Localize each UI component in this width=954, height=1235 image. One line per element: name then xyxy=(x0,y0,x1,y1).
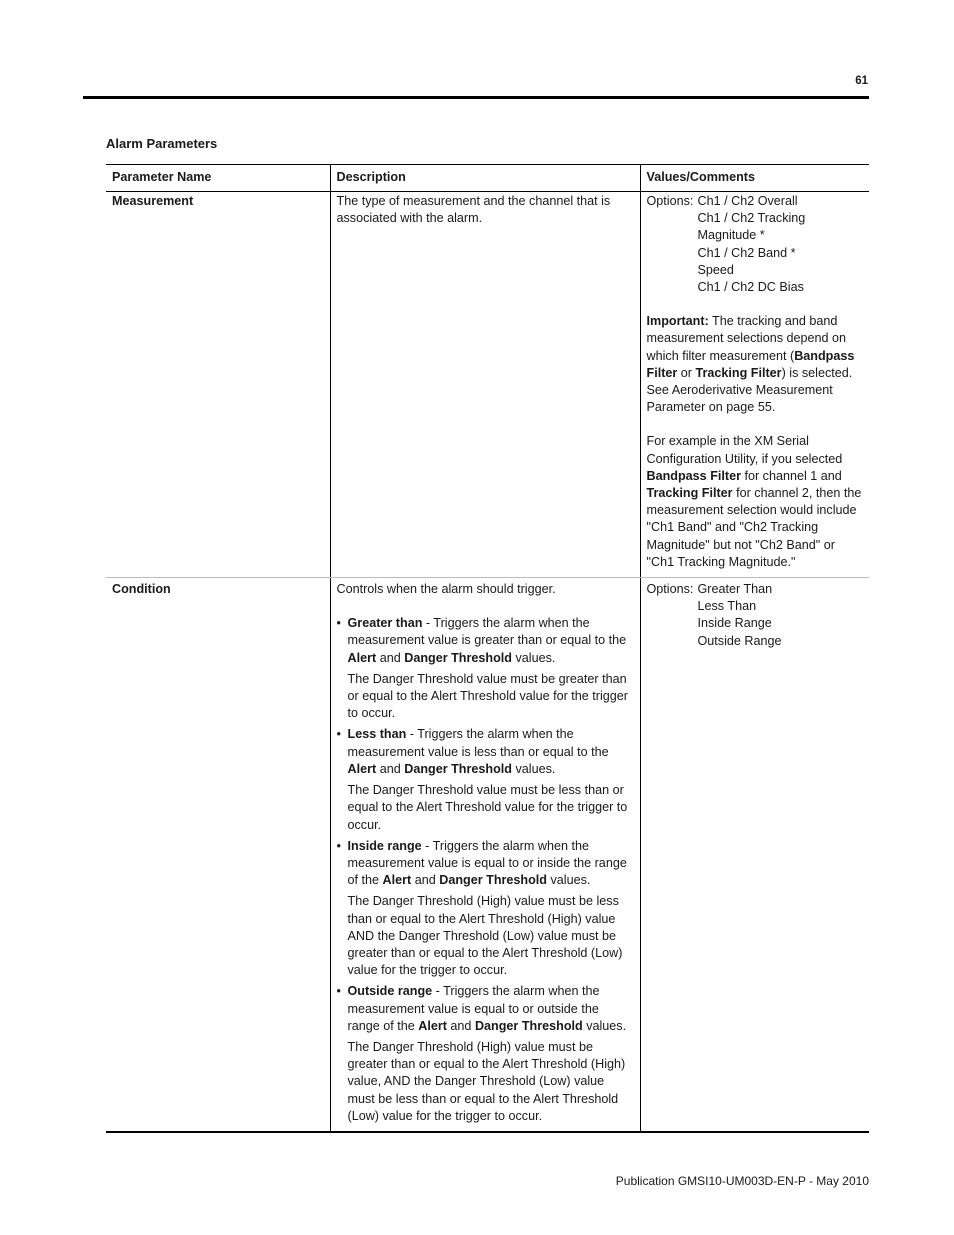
example-note: For example in the XM Serial Configuration Utility, if you selected Bandpass Filter for channel 1 and Tracking Filter for channel 2, then the measurement selection would include "Ch1 Band" and "Ch2 Tracking Magnitude" but not "Ch2 Band" or "Ch1 Tracking Magnitude." xyxy=(646,434,862,569)
options-label: Options: xyxy=(646,194,694,208)
column-header-parameter-name: Parameter Name xyxy=(106,165,330,192)
description-condition xyxy=(330,578,640,1132)
section-title: Alarm Parameters xyxy=(106,136,218,151)
condition-intro: Controls when the alarm should trigger. xyxy=(336,582,556,597)
option-item: Inside Range xyxy=(697,616,772,631)
publication-footer: Publication GMSI10-UM003D-EN-P - May 2010 xyxy=(615,1174,869,1188)
page-number: 61 xyxy=(855,75,868,87)
table-row-condition xyxy=(106,578,869,1132)
option-item: Outside Range xyxy=(697,633,782,648)
list-item: • Outside range - Triggers the alarm when the measurement value is equal to or outside the range of the Alert and Danger Threshold values. xyxy=(336,984,627,1033)
table-header-row xyxy=(106,165,869,192)
condition-note: The Danger Threshold (High) value must be greater than or equal to the Alert Threshold (High) value, AND the Danger Threshold (Low) value must be less than or equal to the Alert Threshold (Low) value for the trigger to occur. xyxy=(347,1039,626,1123)
values-measurement xyxy=(640,192,869,578)
header-rule xyxy=(83,96,869,99)
condition-note: The Danger Threshold (High) value must be less than or equal to the Alert Threshold (High) value AND the Danger Threshold (Low) value must be greater than or equal to the Alert Threshold (Low) value for the trigger to occur. xyxy=(347,894,623,978)
option-item: Ch1 / Ch2 DC Bias xyxy=(697,280,804,295)
condition-note: The Danger Threshold value must be less than or equal to the Alert Threshold value for the trigger to occur. xyxy=(347,783,628,832)
list-item: • Inside range - Triggers the alarm when the measurement value is equal to or inside the range of the Alert and Danger Threshold values. xyxy=(336,838,627,888)
column-header-description: Description xyxy=(330,165,640,192)
column-header-values-comments: Values/Comments xyxy=(640,165,869,192)
option-item: Greater Than xyxy=(697,582,773,597)
values-condition xyxy=(640,578,869,1132)
parameter-name-condition: Condition xyxy=(106,578,330,1132)
list-item: • Less than - Triggers the alarm when the measurement value is less than or equal to the Alert and Danger Threshold values. xyxy=(336,727,609,776)
condition-list xyxy=(337,615,634,1125)
measurement-options xyxy=(647,193,864,210)
important-note: Important: The tracking and band measurement selections depend on which filter measurement (Bandpass Filter or Tracking Filter) is selected. See Aeroderivative Measurement Parameter on page 55. xyxy=(646,314,855,415)
options-label: Options: xyxy=(646,582,694,597)
condition-note: The Danger Threshold value must be greater than or equal to the Alert Threshold value for the trigger to occur. xyxy=(347,671,628,721)
option-item: Ch1 / Ch2 Tracking xyxy=(697,211,806,226)
condition-options xyxy=(647,581,864,598)
table-row-measurement xyxy=(106,192,869,578)
parameter-name-measurement: Measurement xyxy=(106,192,330,578)
alarm-parameters-table xyxy=(106,164,869,1133)
list-item: • Greater than - Triggers the alarm when the measurement value is greater than or equal to the Alert and Danger Threshold values. xyxy=(336,616,627,665)
option-item: Magnitude * xyxy=(697,228,765,243)
option-item: Less Than xyxy=(697,599,757,614)
description-measurement: The type of measurement and the channel that is associated with the alarm. xyxy=(330,192,640,578)
option-item: Ch1 / Ch2 Band * xyxy=(697,245,796,260)
option-item: Ch1 / Ch2 Overall xyxy=(697,194,798,208)
option-item: Speed xyxy=(697,262,734,277)
